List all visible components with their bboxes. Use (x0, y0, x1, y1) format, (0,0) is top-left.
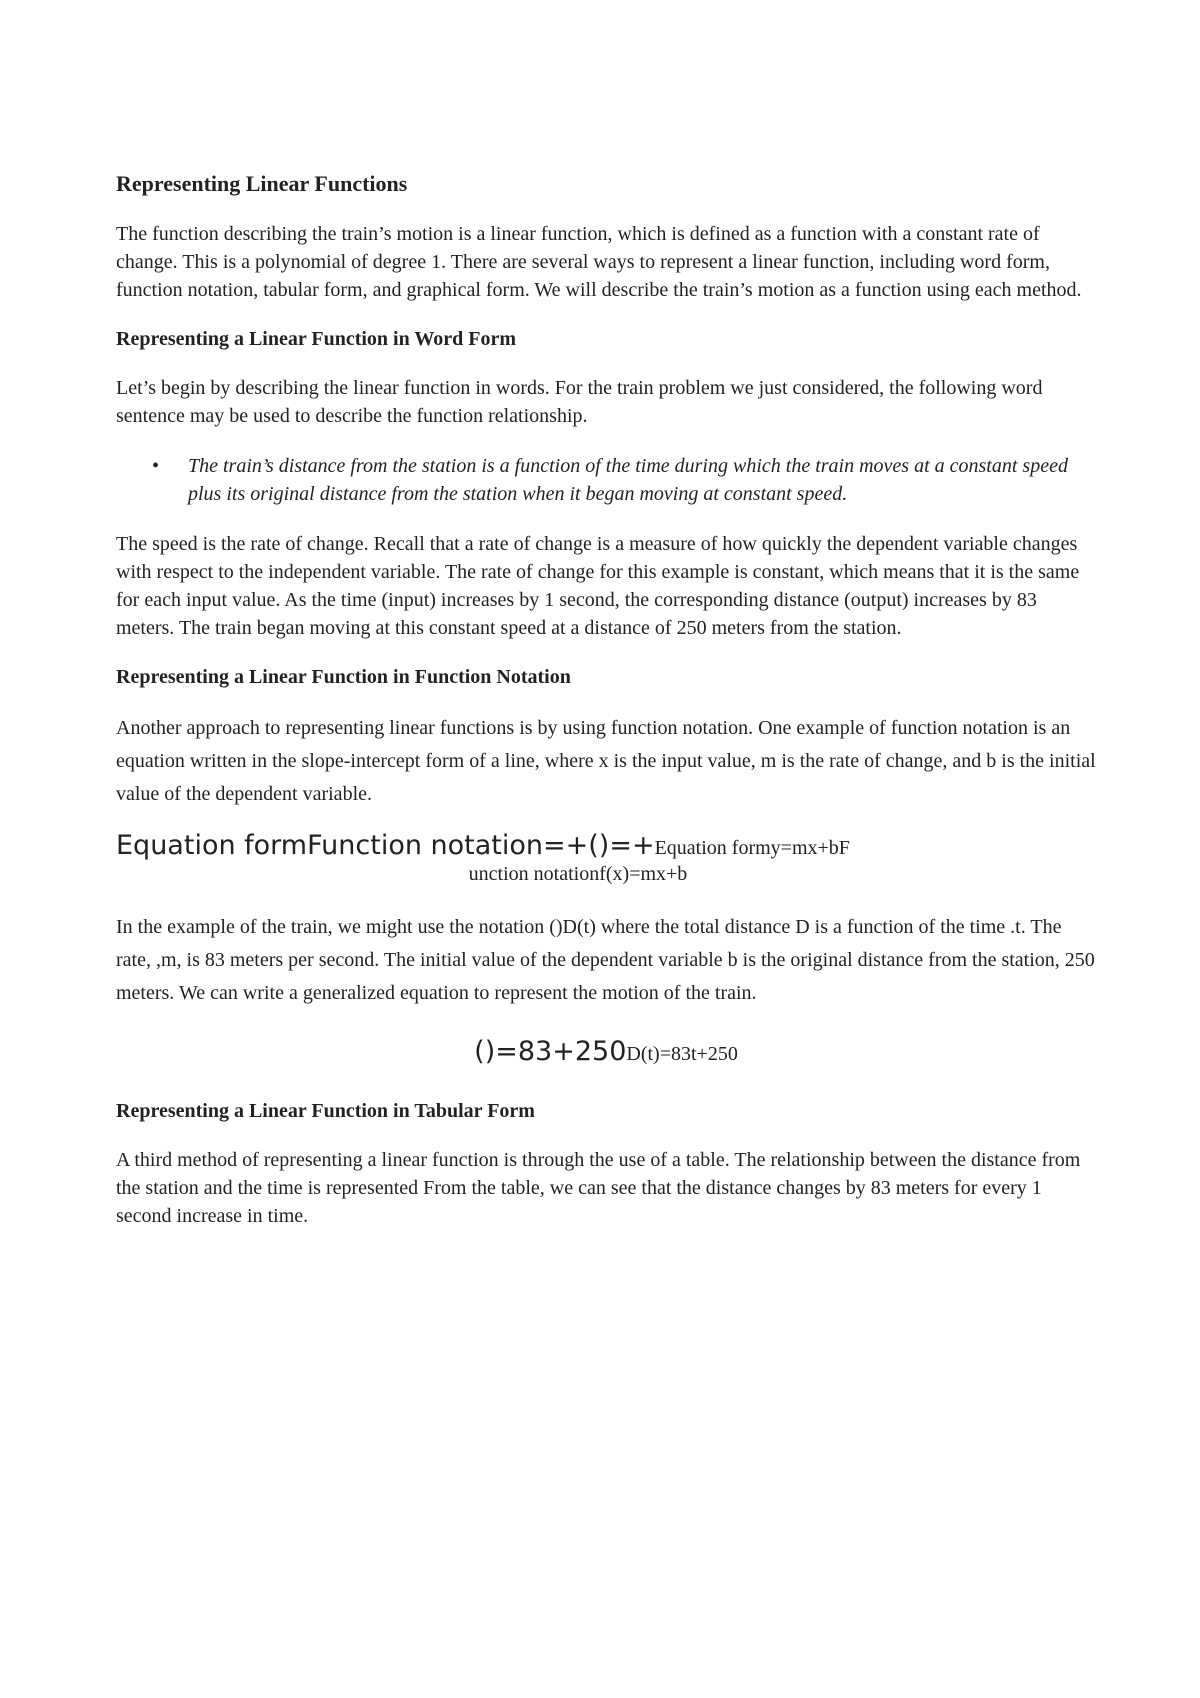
list-item (116, 452, 1096, 508)
equation-display: Equation formFunction notation=+()=+ (116, 830, 655, 861)
word-form-paragraph-2: The speed is the rate of change. Recall that a rate of change is a measure of how quickly the dependent variable changes with respect to the independent variable. The rate of change for this example is constant, which means that it is the same for each input value. As the time (input) increases by 1 second, the corresponding distance (output) increases by 83 meters. The train began moving at this constant speed at a distance of 250 meters from the station. (116, 533, 1080, 639)
train-equation (116, 1032, 1096, 1074)
function-notation-paragraph-2: In the example of the train, we might use the notation ()D(t) where the total distance D is a function of the time .t. The rate, ,m, is 83 meters per second. The initial value of the dependent variable b is the original distance from the station, 250 meters. We can write a generalized equation to represent the motion of the train. (116, 916, 1095, 1004)
train-equation-text: D(t)=83t+250 (626, 1043, 738, 1065)
tabular-form-heading: Representing a Linear Function in Tabular Form (116, 1100, 535, 1122)
train-equation-display: ()=83+250 (474, 1036, 627, 1067)
word-form-paragraph-1: Let’s begin by describing the linear function in words. For the train problem we just considered, the following word sentence may be used to describe the function relationship. (116, 377, 1043, 427)
equation-line-1 (116, 830, 1096, 861)
equation-text-a: Equation formy=mx+bF (654, 837, 850, 859)
equation-block (116, 830, 1096, 887)
document-page (116, 170, 1096, 1252)
equation-line-2: unction notationf(x)=mx+b (468, 863, 688, 885)
word-form-bullet-list (116, 452, 1096, 508)
function-notation-paragraph-1: Another approach to representing linear functions is by using function notation. One example of function notation is an equation written in the slope-intercept form of a line, where x is the input value, m is the rate of change, and b is the initial value of the dependent variable. (116, 717, 1096, 805)
tabular-form-paragraph: A third method of representing a linear function is through the use of a table. The relationship between the distance from the station and the time is represented From the table, we can see that the distance changes by 83 meters for every 1 second increase in time. (116, 1149, 1081, 1227)
bullet-text: The train’s distance from the station is a function of the time during which the train moves at a constant speed plus its original distance from the station when it began moving at constant speed. (188, 455, 1068, 505)
bullet-icon: • (152, 455, 160, 477)
word-form-heading: Representing a Linear Function in Word Form (116, 328, 517, 350)
document-title: Representing Linear Functions (116, 171, 408, 196)
function-notation-heading: Representing a Linear Function in Function Notation (116, 666, 571, 688)
intro-paragraph: The function describing the train’s motion is a linear function, which is defined as a function with a constant rate of change. This is a polynomial of degree 1. There are several ways to represent a linear function, including word form, function notation, tabular form, and graphical form. We will describe the train’s motion as a function using each method. (116, 223, 1082, 301)
